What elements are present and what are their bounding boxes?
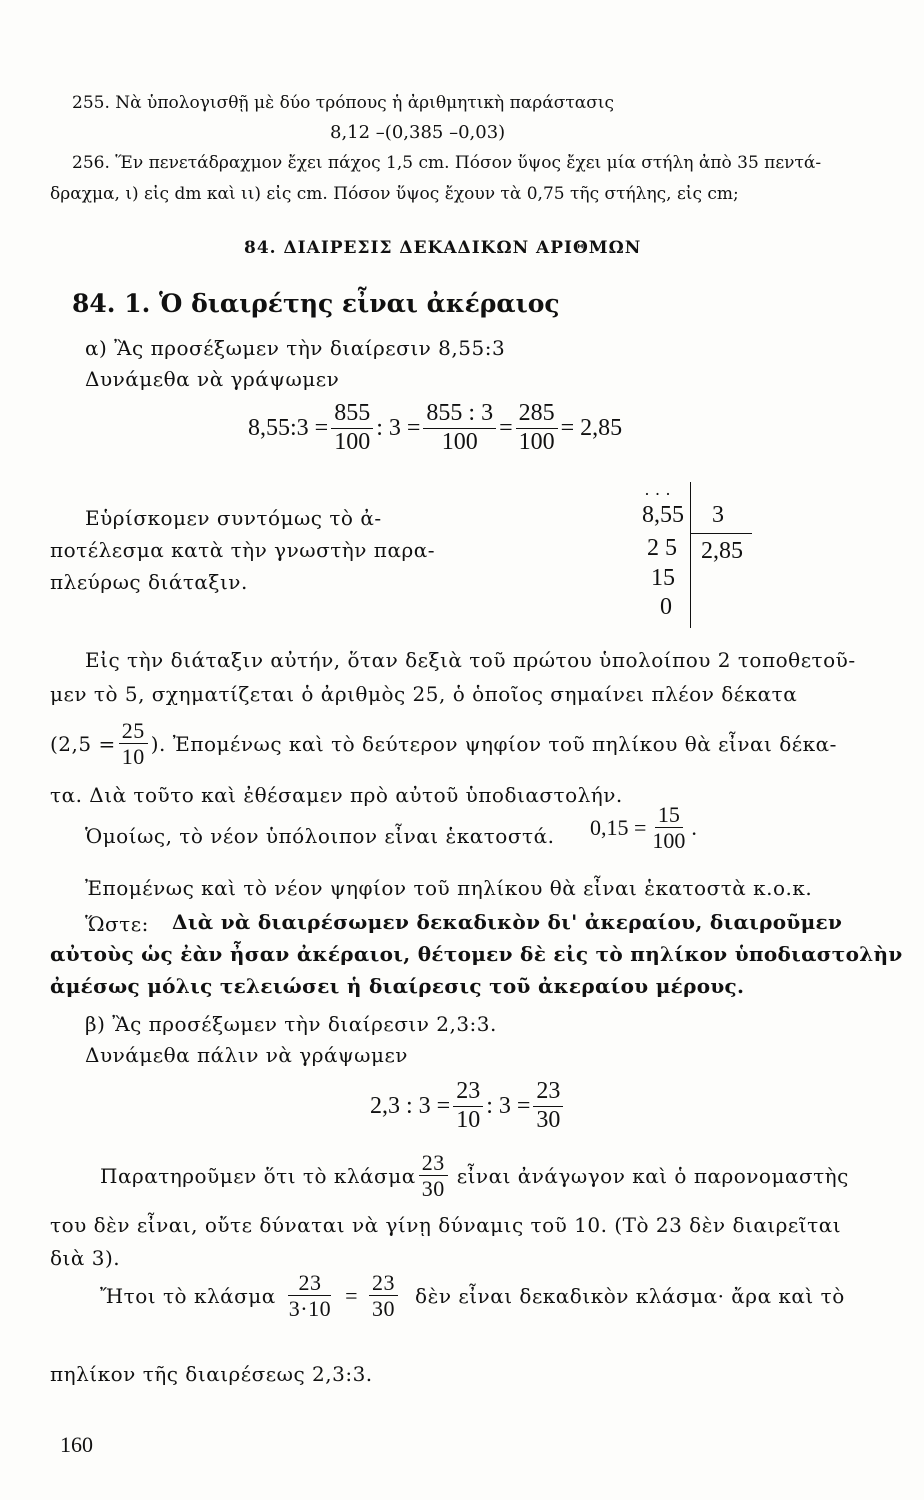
- para1-line4: τα. Διὰ τοῦτο καὶ ἐθέσαμεν πρὸ αὐτοῦ ὑποδιαστολήν.: [50, 783, 623, 807]
- exercise-256-line1: 256. Ἕν πενετάδραχμον ἔχει πάχος 1,5 cm. Πόσον ὕψος ἔχει μία στήλη ἀπὸ 35 πεντά-: [72, 153, 822, 173]
- frac-den: 100: [334, 428, 371, 455]
- frac-den: 10: [121, 744, 145, 770]
- frac-num: 855: [331, 400, 373, 429]
- frac-den: 30: [421, 1176, 445, 1202]
- fraction-855div3-100: [423, 400, 496, 456]
- find-text-3: πλεύρως διάταξιν.: [50, 570, 248, 594]
- section-title: 84. 1. Ὁ διαιρέτης εἶναι ἀκέραιος: [72, 289, 560, 318]
- observation-line2: του δὲν εἶναι, οὔτε δύναται νὰ γίνῃ δύναμις τοῦ 10. (Τὸ 23 δὲν διαιρεῖται: [50, 1213, 842, 1237]
- part-b-intro: β) Ἂς προσέξωμεν τὴν διαίρεσιν 2,3:3.: [85, 1012, 497, 1036]
- fraction-285-100: [516, 400, 558, 456]
- similarly-end: .: [691, 814, 697, 840]
- obs-post: εἶναι ἀνάγωγον καὶ ὁ παρονομαστὴς: [456, 1163, 849, 1188]
- frac-num: 285: [516, 400, 558, 429]
- part-a-intro: α) Ἂς προσέξωμεν τὴν διαίρεσιν 8,55:3: [85, 336, 506, 360]
- rule-line1: Διὰ νὰ διαιρέσωμεν δεκαδικὸν δι' ἀκεραίου, διαιροῦμεν: [172, 910, 843, 934]
- eq-lhs: 8,55:3 =: [248, 414, 329, 441]
- frac-den: 30: [372, 1296, 396, 1322]
- division-step1: 2 5: [647, 535, 677, 561]
- find-text-2: ποτέλεσμα κατὰ τὴν γνωστὴν παρα-: [50, 538, 435, 562]
- division-horizontal-line: [690, 533, 752, 534]
- frac-num: 23: [419, 1150, 448, 1176]
- frac-den: 100: [518, 428, 555, 455]
- chapter-heading: 84. ΔΙΑΙΡΕΣΙΣ ΔΕΚΑΔΙΚΩΝ ΑΡΙΘΜΩΝ: [244, 238, 642, 258]
- part-a-can-write: Δυνάμεθα νὰ γράψωμεν: [85, 367, 340, 391]
- namely-eq: =: [345, 1282, 359, 1308]
- division-remainder: 0: [660, 594, 672, 620]
- division-quotient: 2,85: [701, 538, 743, 564]
- fraction-15-100: [649, 802, 688, 854]
- fraction-23-30-inline: [419, 1150, 448, 1202]
- fraction-23-3x10: [286, 1270, 334, 1322]
- division-step2: 15: [651, 565, 675, 591]
- para1-l3-post: ). Ἐπομένως καὶ τὸ δεύτερον ψηφίον τοῦ πηλίκου θὰ εἶναι δέκα-: [150, 731, 837, 756]
- frac-num: 25: [119, 718, 148, 744]
- fraction-23-30: [533, 1078, 563, 1134]
- similarly-text: Ὁμοίως, τὸ νέον ὑπόλοιπον εἶναι ἑκατοστά.: [85, 824, 555, 848]
- part-b-can-write: Δυνάμεθα πάλιν νὰ γράψωμεν: [85, 1043, 408, 1067]
- frac-num: 855 : 3: [423, 400, 496, 429]
- similarly-eq: 0,15 =: [590, 814, 647, 840]
- namely-pre: Ἤτοι τὸ κλάσμα: [100, 1283, 276, 1308]
- hence-text: Ἐπομένως καὶ τὸ νέον ψηφίον τοῦ πηλίκου θὰ εἶναι ἑκατοστὰ κ.ο.κ.: [85, 876, 813, 900]
- frac-den: 3·10: [288, 1296, 332, 1322]
- eq-sign: =: [499, 414, 513, 441]
- namely-line: [100, 1270, 845, 1322]
- exercise-255-expression: 8,12 –(0,385 –0,03): [330, 122, 506, 143]
- para1-line2: μεν τὸ 5, σχηματίζεται ὁ ἀριθμὸς 25, ὁ ὁποῖος σημαίνει πλέον δέκατα: [50, 682, 798, 706]
- division-vertical-line: [690, 482, 691, 628]
- observation-line1: [100, 1150, 849, 1202]
- fraction-855-100: [331, 400, 373, 456]
- frac-num: 23: [288, 1270, 331, 1296]
- eq-lhs: 2,3 : 3 =: [370, 1092, 451, 1119]
- eq-op: : 3 =: [486, 1092, 531, 1119]
- division-divisor: 3: [712, 502, 724, 528]
- frac-den: 30: [536, 1106, 561, 1133]
- frac-num: 23: [453, 1078, 483, 1107]
- frac-num: 23: [533, 1078, 563, 1107]
- obs-pre: Παρατηροῦμεν ὅτι τὸ κλάσμα: [100, 1163, 416, 1188]
- frac-num: 23: [369, 1270, 398, 1296]
- fraction-23-30-b: [369, 1270, 398, 1322]
- eq-result: = 2,85: [560, 414, 623, 441]
- part-a-equation: [248, 400, 622, 456]
- frac-den: 10: [456, 1106, 481, 1133]
- frac-den: 100: [652, 828, 686, 854]
- similarly-equation: [590, 802, 697, 854]
- division-dividend: 8,55: [642, 502, 684, 528]
- exercise-256-line2: δραχμα, ι) εἰς dm καὶ ιι) εἰς cm. Πόσον ὕψος ἔχουν τὰ 0,75 τῆς στήλης, εἰς cm;: [50, 184, 739, 204]
- quotient-line: πηλίκον τῆς διαιρέσεως 2,3:3.: [50, 1362, 373, 1386]
- frac-den: 100: [441, 428, 478, 455]
- page-number: 160: [60, 1432, 93, 1457]
- para1-line3: [50, 718, 837, 770]
- namely-post: δὲν εἶναι δεκαδικὸν κλάσμα· ἄρα καὶ τὸ: [415, 1283, 845, 1308]
- eq-op: : 3 =: [376, 414, 421, 441]
- exercise-255-text: 255. Νὰ ὑπολογισθῇ μὲ δύο τρόπους ἡ ἀριθμητικὴ παράστασις: [72, 93, 614, 113]
- fraction-23-10: [453, 1078, 483, 1134]
- rule-line3: ἀμέσως μόλις τελειώσει ἡ διαίρεσις τοῦ ἀκεραίου μέρους.: [50, 974, 745, 998]
- part-b-equation: [370, 1078, 566, 1134]
- find-text-1: Εὑρίσκομεν συντόμως τὸ ἀ-: [85, 506, 382, 530]
- division-dots: · · ·: [644, 484, 671, 504]
- rule-prefix: Ὥστε:: [85, 912, 149, 936]
- observation-line3: διὰ 3).: [50, 1246, 121, 1270]
- fraction-25-10: [119, 718, 148, 770]
- para1-l3-pre: (2,5 =: [50, 731, 116, 756]
- para1-line1: Εἰς τὴν διάταξιν αὐτήν, ὅταν δεξιὰ τοῦ πρώτου ὑπολοίπου 2 τοποθετοῦ-: [85, 648, 856, 672]
- frac-num: 15: [655, 802, 683, 828]
- rule-line2: αὐτοὺς ὡς ἐὰν ἦσαν ἀκέραιοι, θέτομεν δὲ εἰς τὸ πηλίκον ὑποδιαστολὴν: [50, 942, 903, 966]
